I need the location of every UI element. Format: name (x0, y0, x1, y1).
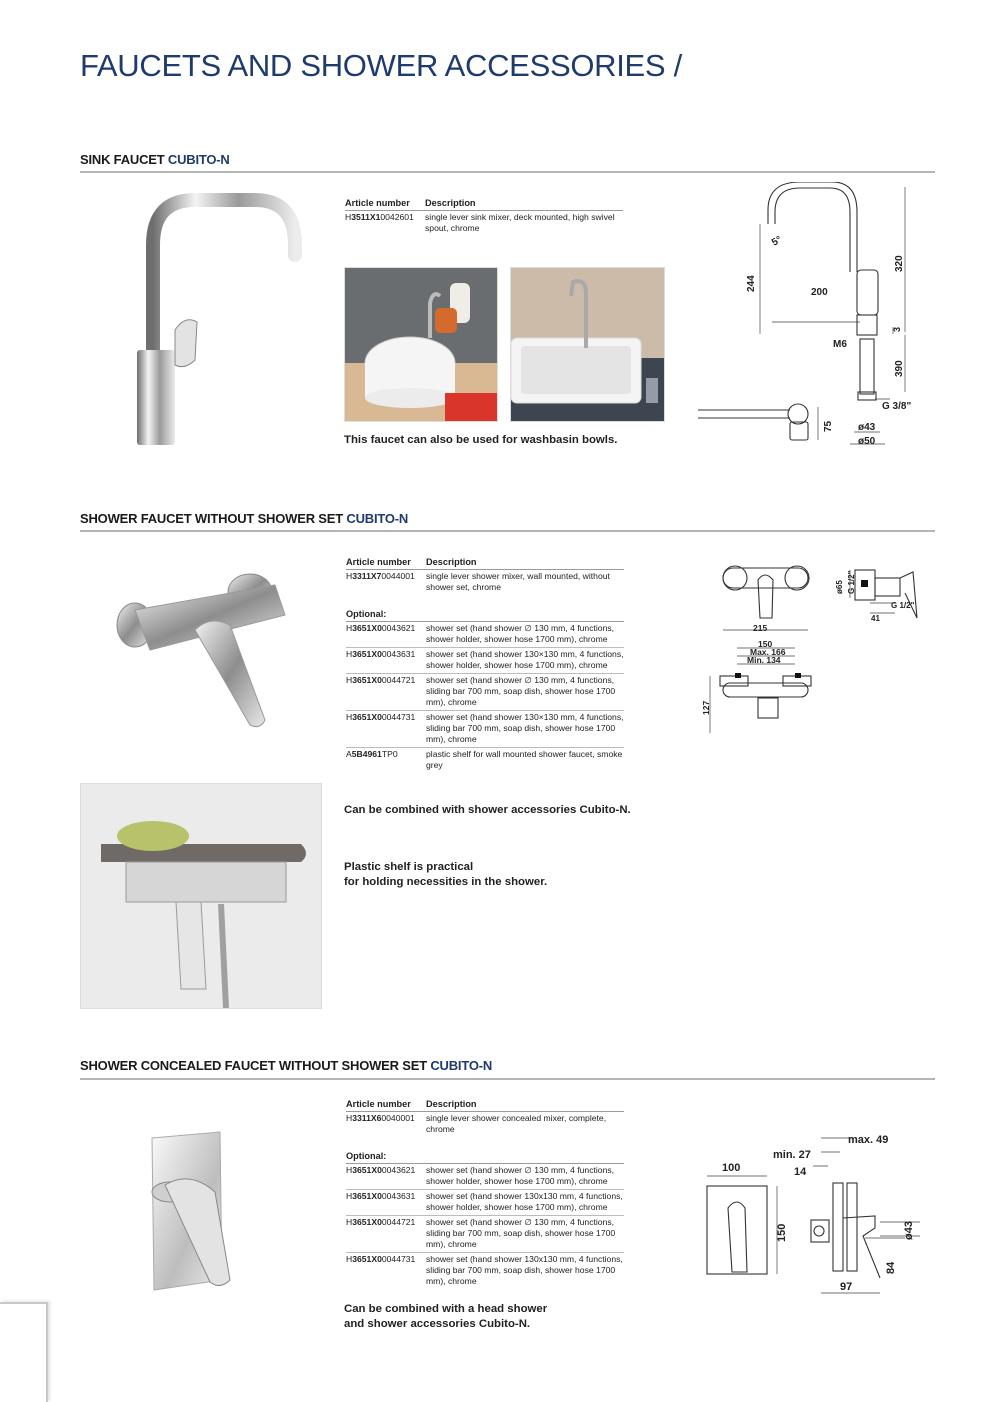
article-table (346, 557, 624, 773)
dimension-75: 75 (823, 420, 834, 432)
article-number: H3511X10042601 (345, 212, 414, 222)
article-description: shower set (hand shower ∅ 130 mm, 4 functions, sliding bar 700 mm, soap dish, shower hose 1700 mm), chrome (426, 675, 616, 707)
table-header (345, 198, 623, 211)
dimension-215: 215 (753, 623, 768, 633)
section-note-combination: Can be combined with shower accessories Cubito-N. (344, 804, 631, 816)
dimension-200: 200 (811, 287, 828, 298)
section-title-sink-faucet (80, 152, 230, 167)
sink-faucet-technical-drawing (690, 182, 920, 452)
section-divider (80, 1078, 935, 1080)
article-table (345, 198, 623, 236)
article-description: shower set (hand shower 130×130 mm, 4 functions, sliding bar 700 mm, soap dish, shower hose 1700 mm), chrome (426, 712, 624, 744)
article-description: shower set (hand shower 130x130 mm, 4 functions, shower holder, shower hose 1700 mm), chrome (426, 1191, 623, 1212)
thread-g12-vertical: G 1/2" (847, 570, 856, 594)
shower-faucet-product-image (110, 570, 295, 730)
dimension-14: 14 (794, 1166, 807, 1178)
column-header-article-number: Article number (346, 1099, 411, 1109)
shower-faucet-technical-drawing (695, 558, 935, 748)
concealed-faucet-product-image (140, 1130, 240, 1295)
article-description: single lever shower concealed mixer, complete, chrome (426, 1113, 607, 1134)
section-title-shower-faucet (80, 511, 408, 526)
section-divider (80, 530, 935, 532)
optional-label: Optional: (346, 1151, 624, 1164)
diameter-43: ø43 (858, 422, 876, 433)
column-header-description: Description (425, 198, 476, 208)
article-description: shower set (hand shower ∅ 130 mm, 4 functions, sliding bar 700 mm, soap dish, shower hose 1700 mm), chrome (426, 1217, 616, 1249)
dimension-84: 84 (885, 1261, 897, 1274)
dimension-min-134: Min. 134 (747, 655, 781, 665)
table-row (346, 711, 624, 748)
article-description: single lever shower mixer, wall mounted, without shower set, chrome (426, 571, 610, 592)
article-number: H3651X00043621 (346, 623, 416, 633)
article-description: shower set (hand shower 130x130 mm, 4 functions, sliding bar 700 mm, soap dish, shower hose 1700 mm), chrome (426, 1254, 623, 1286)
dimension-41: 41 (871, 614, 880, 623)
section-title-text: SHOWER FAUCET WITHOUT SHOWER SET (80, 511, 347, 526)
note-line: Can be combined with a head shower (344, 1303, 548, 1315)
article-description: plastic shelf for wall mounted shower faucet, smoke grey (426, 749, 623, 770)
diameter-43: ø43 (903, 1221, 915, 1240)
article-number: H3651X00043621 (346, 1165, 416, 1175)
note-line: and shower accessories Cubito-N. (344, 1318, 531, 1330)
dimension-320: 320 (894, 255, 905, 272)
plastic-shelf-photo (80, 783, 322, 1009)
dimension-100: 100 (722, 1162, 741, 1174)
diameter-65: ø65 (835, 580, 844, 594)
article-number: H3651X00043631 (346, 1191, 416, 1201)
table-row (346, 1112, 624, 1137)
note-line: Plastic shelf is practical (344, 861, 474, 873)
table-row (346, 674, 624, 711)
column-header-article-number: Article number (345, 198, 410, 208)
dimension-150: 150 (776, 1223, 788, 1242)
washbasin-bowl-photo (344, 267, 498, 422)
column-header-description: Description (426, 1099, 477, 1109)
kitchen-sink-photo (510, 267, 665, 422)
section-note: This faucet can also be used for washbasin bowls. (344, 434, 618, 446)
article-number: H3651X00044721 (346, 675, 416, 685)
section-title-text: SINK FAUCET (80, 152, 168, 167)
concealed-faucet-technical-drawing (695, 1128, 930, 1300)
table-row (346, 1164, 624, 1190)
page-corner-decoration (0, 1302, 48, 1402)
article-number: H3651X00044731 (346, 712, 416, 722)
thread-g38: G 3/8" (882, 401, 912, 412)
diameter-50: ø50 (858, 436, 876, 447)
table-header (346, 557, 624, 570)
table-row (346, 748, 624, 773)
brand-name: CUBITO-N (167, 152, 230, 167)
article-description: single lever sink mixer, deck mounted, high swivel spout, chrome (425, 212, 615, 233)
table-row (346, 1253, 624, 1289)
article-number: H3651X00044731 (346, 1254, 416, 1264)
article-table (346, 1099, 624, 1289)
table-row (345, 211, 623, 236)
table-header (346, 1099, 624, 1112)
dimension-127: 127 (701, 700, 711, 715)
section-note-shelf (344, 860, 547, 890)
dimension-max-49: max. 49 (848, 1134, 889, 1146)
table-row (346, 648, 624, 674)
dimension-390: 390 (894, 360, 905, 377)
section-title-text: SHOWER CONCEALED FAUCET WITHOUT SHOWER SET (80, 1058, 431, 1073)
article-number: H3651X00044721 (346, 1217, 416, 1227)
section-note-head-shower (344, 1302, 547, 1332)
table-row (346, 1190, 624, 1216)
dimension-150: 150 (758, 639, 773, 649)
note-line: for holding necessities in the shower. (344, 876, 548, 888)
section-title-concealed-faucet (80, 1058, 492, 1073)
dimension-97: 97 (840, 1281, 853, 1293)
sink-faucet-product-image (125, 190, 315, 450)
table-row (346, 570, 624, 595)
article-number: H3311X70044001 (346, 571, 415, 581)
article-number: H3651X00043631 (346, 649, 416, 659)
article-description: shower set (hand shower 130×130 mm, 4 functions, shower holder, shower hose 1700 mm), chrome (426, 649, 624, 670)
angle-label: 5° (770, 234, 784, 249)
column-header-description: Description (426, 557, 477, 567)
page-title: FAUCETS AND SHOWER ACCESSORIES / (80, 48, 682, 83)
thread-m6: M6 (833, 339, 847, 350)
article-number: H3311X60040001 (346, 1113, 415, 1123)
dimension-min-27: min. 27 (773, 1149, 811, 1161)
table-row (346, 1216, 624, 1253)
brand-name: CUBITO-N (346, 511, 409, 526)
dimension-3: 3 (892, 326, 902, 332)
dimension-244: 244 (746, 275, 757, 292)
table-row (346, 622, 624, 648)
article-number: A5B4961TP0 (346, 749, 398, 759)
article-description: shower set (hand shower ∅ 130 mm, 4 functions, shower holder, shower hose 1700 mm), chrome (426, 1165, 615, 1186)
section-divider (80, 171, 935, 173)
thread-g12: G 1/2" (891, 601, 915, 610)
dimension-max-166: Max. 166 (750, 647, 786, 657)
optional-label: Optional: (346, 609, 624, 622)
column-header-article-number: Article number (346, 557, 411, 567)
brand-name: CUBITO-N (430, 1058, 493, 1073)
article-description: shower set (hand shower ∅ 130 mm, 4 functions, shower holder, shower hose 1700 mm), chrome (426, 623, 615, 644)
